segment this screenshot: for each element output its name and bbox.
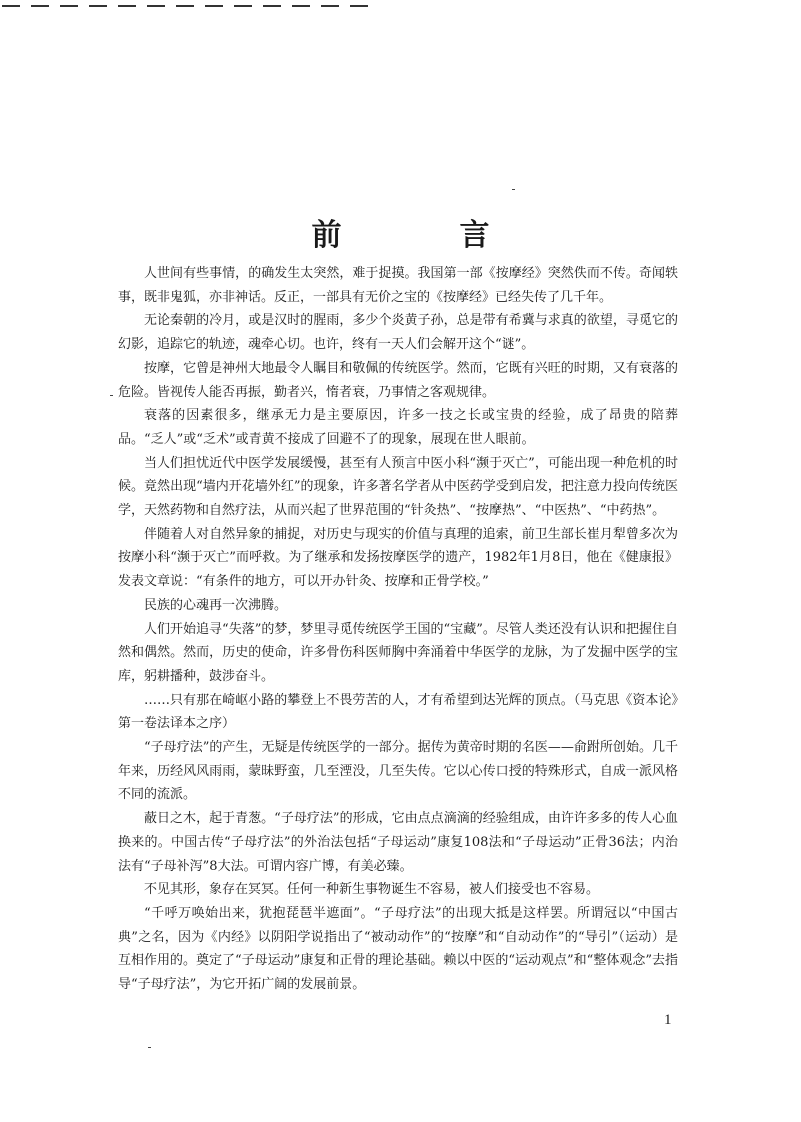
- paragraph: 人世间有些事情，的确发生太突然，难于捉摸。我国第一部《按摩经》突然佚而不传。奇闻轶事，既非鬼狐，亦非神话。反正，一部具有无价之宝的《按摩经》已经失传了几千年。: [118, 266, 678, 305]
- paragraph: 当人们担忧近代中医学发展缓慢，甚至有人预言中医小科“濒于灭亡”，可能出现一种危机的时候。竟然出现“墙内开花墙外红”的现象，许多著名学者从中医药学受到启发，把注意力投向传统医学，天然药物和自然疗法，从而兴起了世界范围的“针灸热”、“按摩热”、“中医热”、“中药热”。: [118, 455, 678, 519]
- scan-speck: [148, 1047, 151, 1048]
- scan-speck: [512, 189, 515, 190]
- scan-speck: [110, 395, 113, 396]
- page-number: 1: [664, 1012, 672, 1028]
- paragraph: 蔽日之木，起于青葱。“子母疗法”的形成，它由点点滴滴的经验组成，由许许多多的传人心血换来的。中国古传“子母疗法”的外治法包括“子母运动”康复108法和“子母运动”正骨36法；内治法有“子母补泻”8大法。可谓内容广博，有美必臻。: [118, 811, 678, 874]
- paragraph: “子母疗法”的产生，无疑是传统医学的一部分。据传为黄帝时期的名医——俞跗所创始。几千年来，历经风风雨雨，蒙昧野蛮，几至湮没，几至失传。它以心传口授的特殊形式，自成一派风格不同的流派。: [118, 740, 678, 803]
- top-scan-border: [0, 0, 382, 8]
- paragraph: ……只有那在崎岖小路的攀登上不畏劳苦的人，才有希望到达光辉的顶点。（马克思《资本论》第一卷法译本之序）: [118, 692, 678, 732]
- paragraph: 不见其形，象存在冥冥。任何一种新生事物诞生不容易，被人们接受也不容易。: [144, 882, 600, 898]
- paragraph: “千呼万唤始出来，犹抱琵琶半遮面”。“子母疗法”的出现大抵是这样罢。所谓冠以“中国古典”之名，因为《内经》以阴阳学说指出了“被动动作”的“按摩”和“自动动作”的“导引”（运动）是互相作用的。奠定了“子母运动”康复和正骨的理论基础。赖以中医的“运动观点”和“整体观念”去指导“子母疗法”，为它开拓广阔的发展前景。: [118, 905, 678, 993]
- paragraph: 民族的心魂再一次沸腾。: [144, 597, 288, 613]
- paragraph: 衰落的因素很多，继承无力是主要原因，许多一技之长或宝贵的经验，成了昂贵的陪葬品。“乏人”或“乏术”或青黄不接成了回避不了的现象，展现在世人眼前。: [118, 408, 678, 447]
- paragraph: 人们开始追寻“失落”的梦，梦里寻觅传统医学王国的“宝藏”。尽管人类还没有认识和把握住自然和偶然。然而，历史的使命，许多骨伤科医师胸中奔涌着中华医学的龙脉，为了发掘中医学的宝库，躬耕播种，鼓涉奋斗。: [118, 621, 678, 684]
- page-title: 前 言: [311, 218, 534, 254]
- paragraph: 无论秦朝的冷月，或是汉时的腥雨，多少个炎黄子孙，总是带有希冀与求真的欲望，寻觅它的幻影，追踪它的轨迹，魂牵心切。也许，终有一天人们会解开这个“谜”。: [118, 313, 678, 353]
- paragraph: 按摩，它曾是神州大地最令人瞩目和敬佩的传统医学。然而，它既有兴旺的时期，又有衰落的危险。皆视传人能否再振，勤者兴，惰者衰，乃事情之客观规律。: [118, 360, 678, 400]
- preface-body: [118, 262, 678, 997]
- paragraph: 伴随着人对自然异象的捕捉，对历史与现实的价值与真理的追索，前卫生部长崔月犁曾多次为按摩小科“濒于灭亡”而呼救。为了继承和发扬按摩医学的遗产，1982年1月8日，他在《健康报》发表文章说：“有条件的地方，可以开办针灸、按摩和正骨学校。”: [118, 526, 678, 590]
